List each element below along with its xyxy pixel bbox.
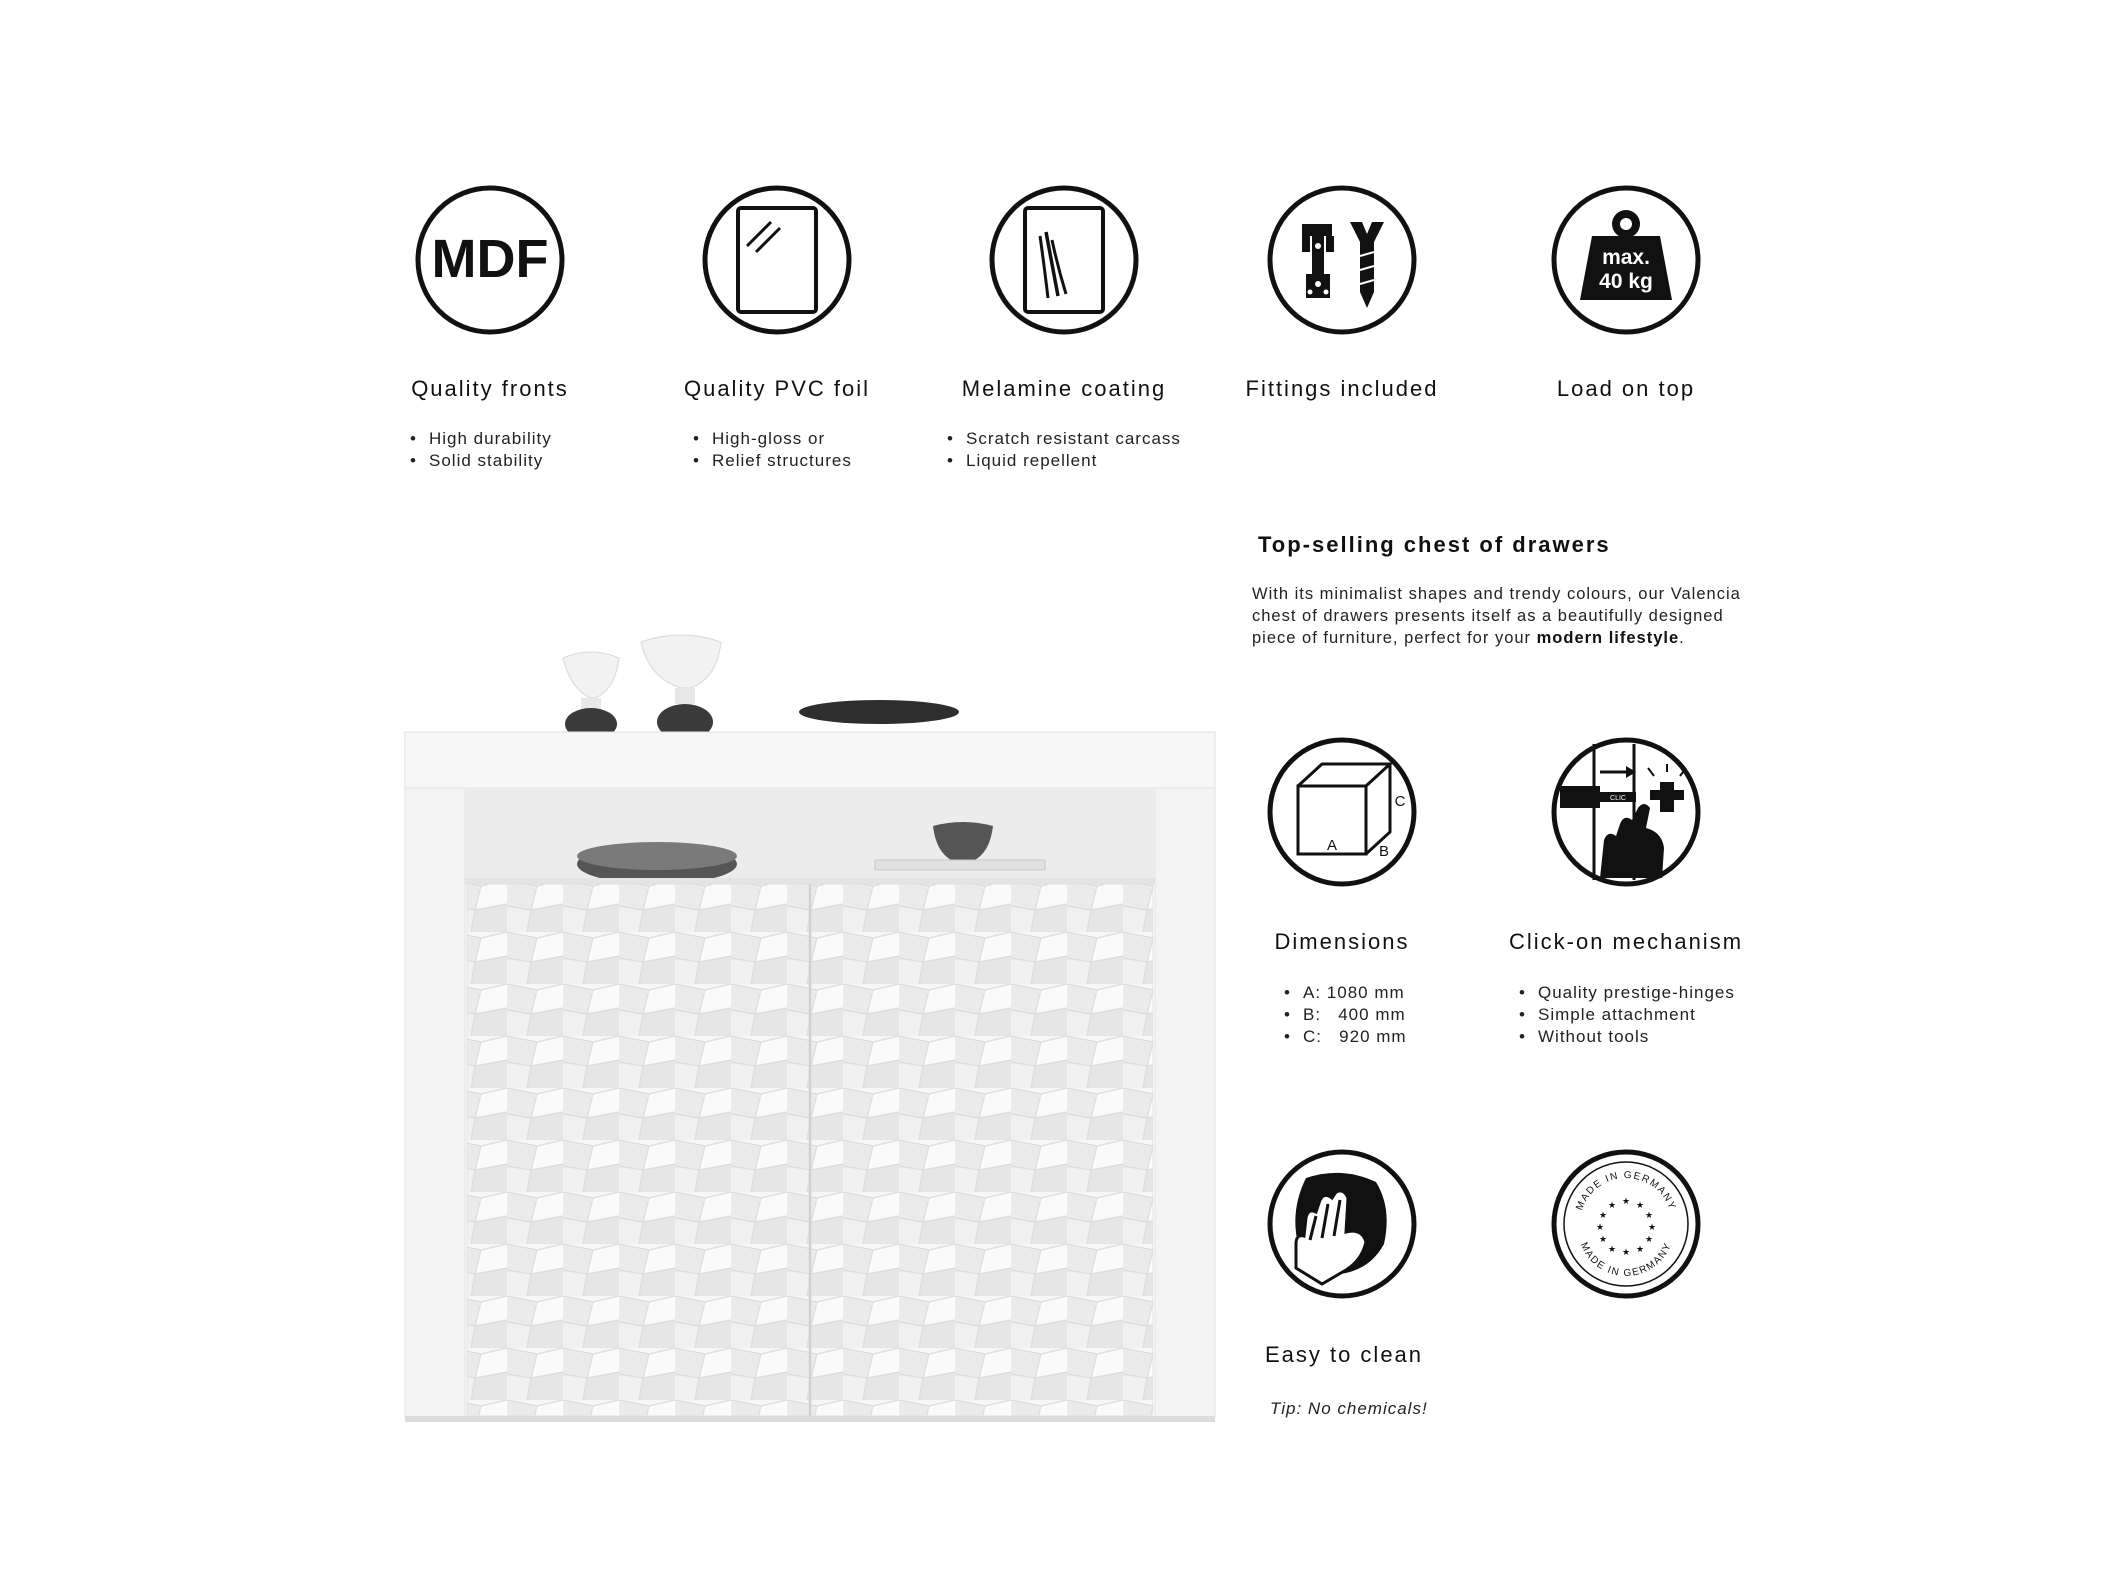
list-item: • Without tools <box>1519 1026 1735 1048</box>
svg-text:★: ★ <box>1635 1201 1645 1211</box>
quality-pvc-foil-bullets <box>693 428 852 472</box>
hinge-screw-icon <box>1266 184 1418 336</box>
sideboard-product-image <box>395 620 1235 1430</box>
svg-text:★: ★ <box>1607 1201 1617 1211</box>
list-item: • Scratch resistant carcass <box>947 428 1181 450</box>
easy-to-clean-title: Easy to clean <box>1264 1342 1424 1367</box>
list-item: • C: 920 mm <box>1284 1026 1407 1048</box>
description-text-tail: . <box>1679 629 1685 647</box>
description-heading: Top-selling chest of drawers <box>1258 532 1611 557</box>
dimensions-bullets <box>1284 982 1407 1048</box>
dimensions-title: Dimensions <box>1274 929 1410 954</box>
cube-label-a: A <box>1326 837 1338 854</box>
click-on-mechanism-title: Click-on mechanism <box>1508 929 1744 954</box>
weight-icon-label-line1: max. <box>1602 246 1650 269</box>
svg-text:★: ★ <box>1621 1248 1631 1258</box>
list-item: • Liquid repellent <box>947 450 1181 472</box>
list-item: • Simple attachment <box>1519 1004 1735 1026</box>
list-item: • B: 400 mm <box>1284 1004 1407 1026</box>
quality-pvc-foil-title: Quality PVC foil <box>683 376 871 401</box>
list-item: • Solid stability <box>410 450 552 472</box>
list-item: • Relief structures <box>693 450 852 472</box>
svg-text:★: ★ <box>1644 1211 1654 1221</box>
cube-dimensions-icon <box>1266 736 1418 888</box>
svg-text:★: ★ <box>1621 1197 1631 1207</box>
description-text <box>1252 583 1772 649</box>
mdf-icon <box>414 184 566 336</box>
svg-text:★: ★ <box>1647 1223 1657 1233</box>
quality-fronts-bullets <box>410 428 552 472</box>
svg-text:★: ★ <box>1607 1245 1617 1255</box>
click-on-bullets <box>1519 982 1735 1048</box>
list-item: • High-gloss or <box>693 428 852 450</box>
svg-text:★: ★ <box>1644 1235 1654 1245</box>
seal-text-top: MADE IN GERMANY <box>1574 1169 1678 1212</box>
svg-text:★: ★ <box>1598 1235 1608 1245</box>
svg-text:★: ★ <box>1635 1245 1645 1255</box>
mdf-icon-label: MDF <box>431 229 549 289</box>
svg-text:★: ★ <box>1595 1223 1605 1233</box>
list-item: • A: 1080 mm <box>1284 982 1407 1004</box>
melamine-coating-bullets <box>947 428 1181 472</box>
quality-fronts-title: Quality fronts <box>411 376 569 401</box>
seal-text-bottom: MADE IN GERMANY <box>1577 1240 1675 1280</box>
cube-label-c: C <box>1394 793 1406 810</box>
weight-icon-label-line2: 40 kg <box>1599 270 1653 293</box>
list-item: • High durability <box>410 428 552 450</box>
made-in-germany-seal-icon <box>1550 1148 1702 1300</box>
cube-label-b: B <box>1378 843 1390 860</box>
scratch-panel-icon <box>988 184 1140 336</box>
melamine-coating-title: Melamine coating <box>961 376 1167 401</box>
weight-icon <box>1550 184 1702 336</box>
list-item: • Quality prestige-hinges <box>1519 982 1735 1004</box>
easy-to-clean-tip: Tip: No chemicals! <box>1270 1399 1428 1418</box>
cleaning-cloth-hand-icon <box>1266 1148 1418 1300</box>
fittings-included-title: Fittings included <box>1245 376 1439 401</box>
svg-text:CLIC: CLIC <box>1610 795 1626 802</box>
click-on-hinge-icon <box>1550 736 1702 888</box>
load-on-top-title: Load on top <box>1556 376 1696 401</box>
description-text-bold: modern lifestyle <box>1536 629 1680 647</box>
svg-text:★: ★ <box>1598 1211 1608 1221</box>
description-text-lead: With its minimalist shapes and trendy colours, our Valencia chest of drawers presents itself as a beautifully designed piece of furniture, perfect for your <box>1252 585 1741 647</box>
glossy-panel-icon <box>701 184 853 336</box>
